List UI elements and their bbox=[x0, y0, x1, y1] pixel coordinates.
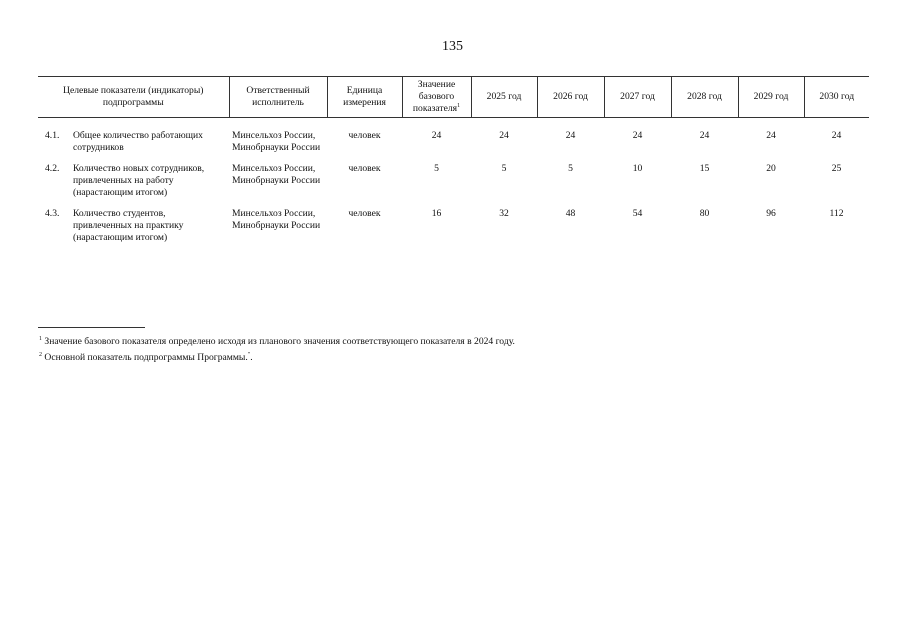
unit-cell: человек bbox=[348, 130, 381, 141]
value-2030: 25 bbox=[831, 163, 842, 174]
footnote-1-text: Значение базового показателя определено исходя из планового значения соответствующего показателя в 2024 году. bbox=[44, 336, 515, 347]
footnote-separator bbox=[38, 327, 145, 328]
table-row bbox=[38, 163, 869, 208]
header-2027: 2027 год bbox=[604, 77, 671, 118]
unit-cell: человек bbox=[348, 163, 381, 174]
value-2028: 15 bbox=[699, 163, 710, 174]
header-2030: 2030 год bbox=[804, 77, 869, 118]
row-number: 4.2. bbox=[45, 163, 60, 174]
footnote-2 bbox=[39, 352, 253, 364]
value-2029: 96 bbox=[766, 208, 776, 219]
header-2025: 2025 год bbox=[471, 77, 537, 118]
value-2027: 10 bbox=[632, 163, 643, 174]
base-value-cell: 16 bbox=[431, 208, 442, 219]
table-row bbox=[38, 118, 869, 164]
table-row bbox=[38, 208, 869, 253]
indicator-cell bbox=[38, 118, 229, 164]
row-number: 4.1. bbox=[45, 130, 60, 141]
indicator-name: Общее количество работающих сотрудников bbox=[73, 130, 203, 153]
header-responsible: Ответственный исполнитель bbox=[229, 77, 327, 118]
value-2027: 54 bbox=[632, 208, 643, 219]
responsible-cell: Минсельхоз России, Минобрнауки России bbox=[232, 130, 321, 153]
header-base-value bbox=[402, 77, 471, 118]
footnote-1 bbox=[39, 336, 515, 348]
value-2025: 5 bbox=[501, 163, 507, 174]
header-unit: Единица измерения bbox=[327, 77, 402, 118]
header-2026: 2026 год bbox=[537, 77, 604, 118]
indicators-table bbox=[38, 76, 869, 253]
header-indicator: Целевые показатели (индикаторы) подпрограммы bbox=[38, 77, 229, 118]
indicator-name: Количество студентов, привлеченных на практику (нарастающим итогом) bbox=[73, 208, 184, 243]
footnote-2-mark: 2 bbox=[39, 351, 42, 358]
value-2026: 24 bbox=[565, 130, 576, 141]
base-value-cell: 5 bbox=[434, 163, 439, 174]
header-base-value-footnote-mark: 1 bbox=[457, 102, 461, 109]
page-number: 135 bbox=[442, 39, 463, 54]
value-2026: 48 bbox=[565, 208, 576, 219]
table-header-row bbox=[38, 77, 869, 118]
value-2028: 24 bbox=[699, 130, 710, 141]
header-2028: 2028 год bbox=[671, 77, 738, 118]
header-base-value-label: Значение базового показателя bbox=[412, 79, 458, 114]
value-2028: 80 bbox=[699, 208, 710, 219]
value-2025: 32 bbox=[499, 208, 509, 219]
row-number: 4.3. bbox=[45, 208, 60, 219]
footnote-1-mark: 1 bbox=[39, 335, 42, 342]
value-2027: 24 bbox=[632, 130, 643, 141]
value-2030: 112 bbox=[829, 208, 844, 219]
indicator-cell bbox=[38, 163, 229, 208]
value-2029: 20 bbox=[766, 163, 776, 174]
base-value-cell: 24 bbox=[431, 130, 442, 141]
footnote-2-tail-mark: " bbox=[247, 351, 251, 358]
value-2029: 24 bbox=[766, 130, 776, 141]
header-2029: 2029 год bbox=[738, 77, 804, 118]
value-2026: 5 bbox=[568, 163, 573, 174]
value-2025: 24 bbox=[499, 130, 509, 141]
responsible-cell: Минсельхоз России, Минобрнауки России bbox=[232, 163, 321, 186]
indicator-cell bbox=[38, 208, 229, 253]
footnote-2-tail: . bbox=[250, 352, 253, 363]
footnote-2-text: Основной показатель подпрограммы Программы. bbox=[44, 352, 248, 363]
responsible-cell: Минсельхоз России, Минобрнауки России bbox=[232, 208, 321, 231]
unit-cell: человек bbox=[348, 208, 381, 219]
indicator-name: Количество новых сотрудников, привлеченных на работу (нарастающим итогом) bbox=[73, 163, 205, 198]
value-2030: 24 bbox=[831, 130, 842, 141]
